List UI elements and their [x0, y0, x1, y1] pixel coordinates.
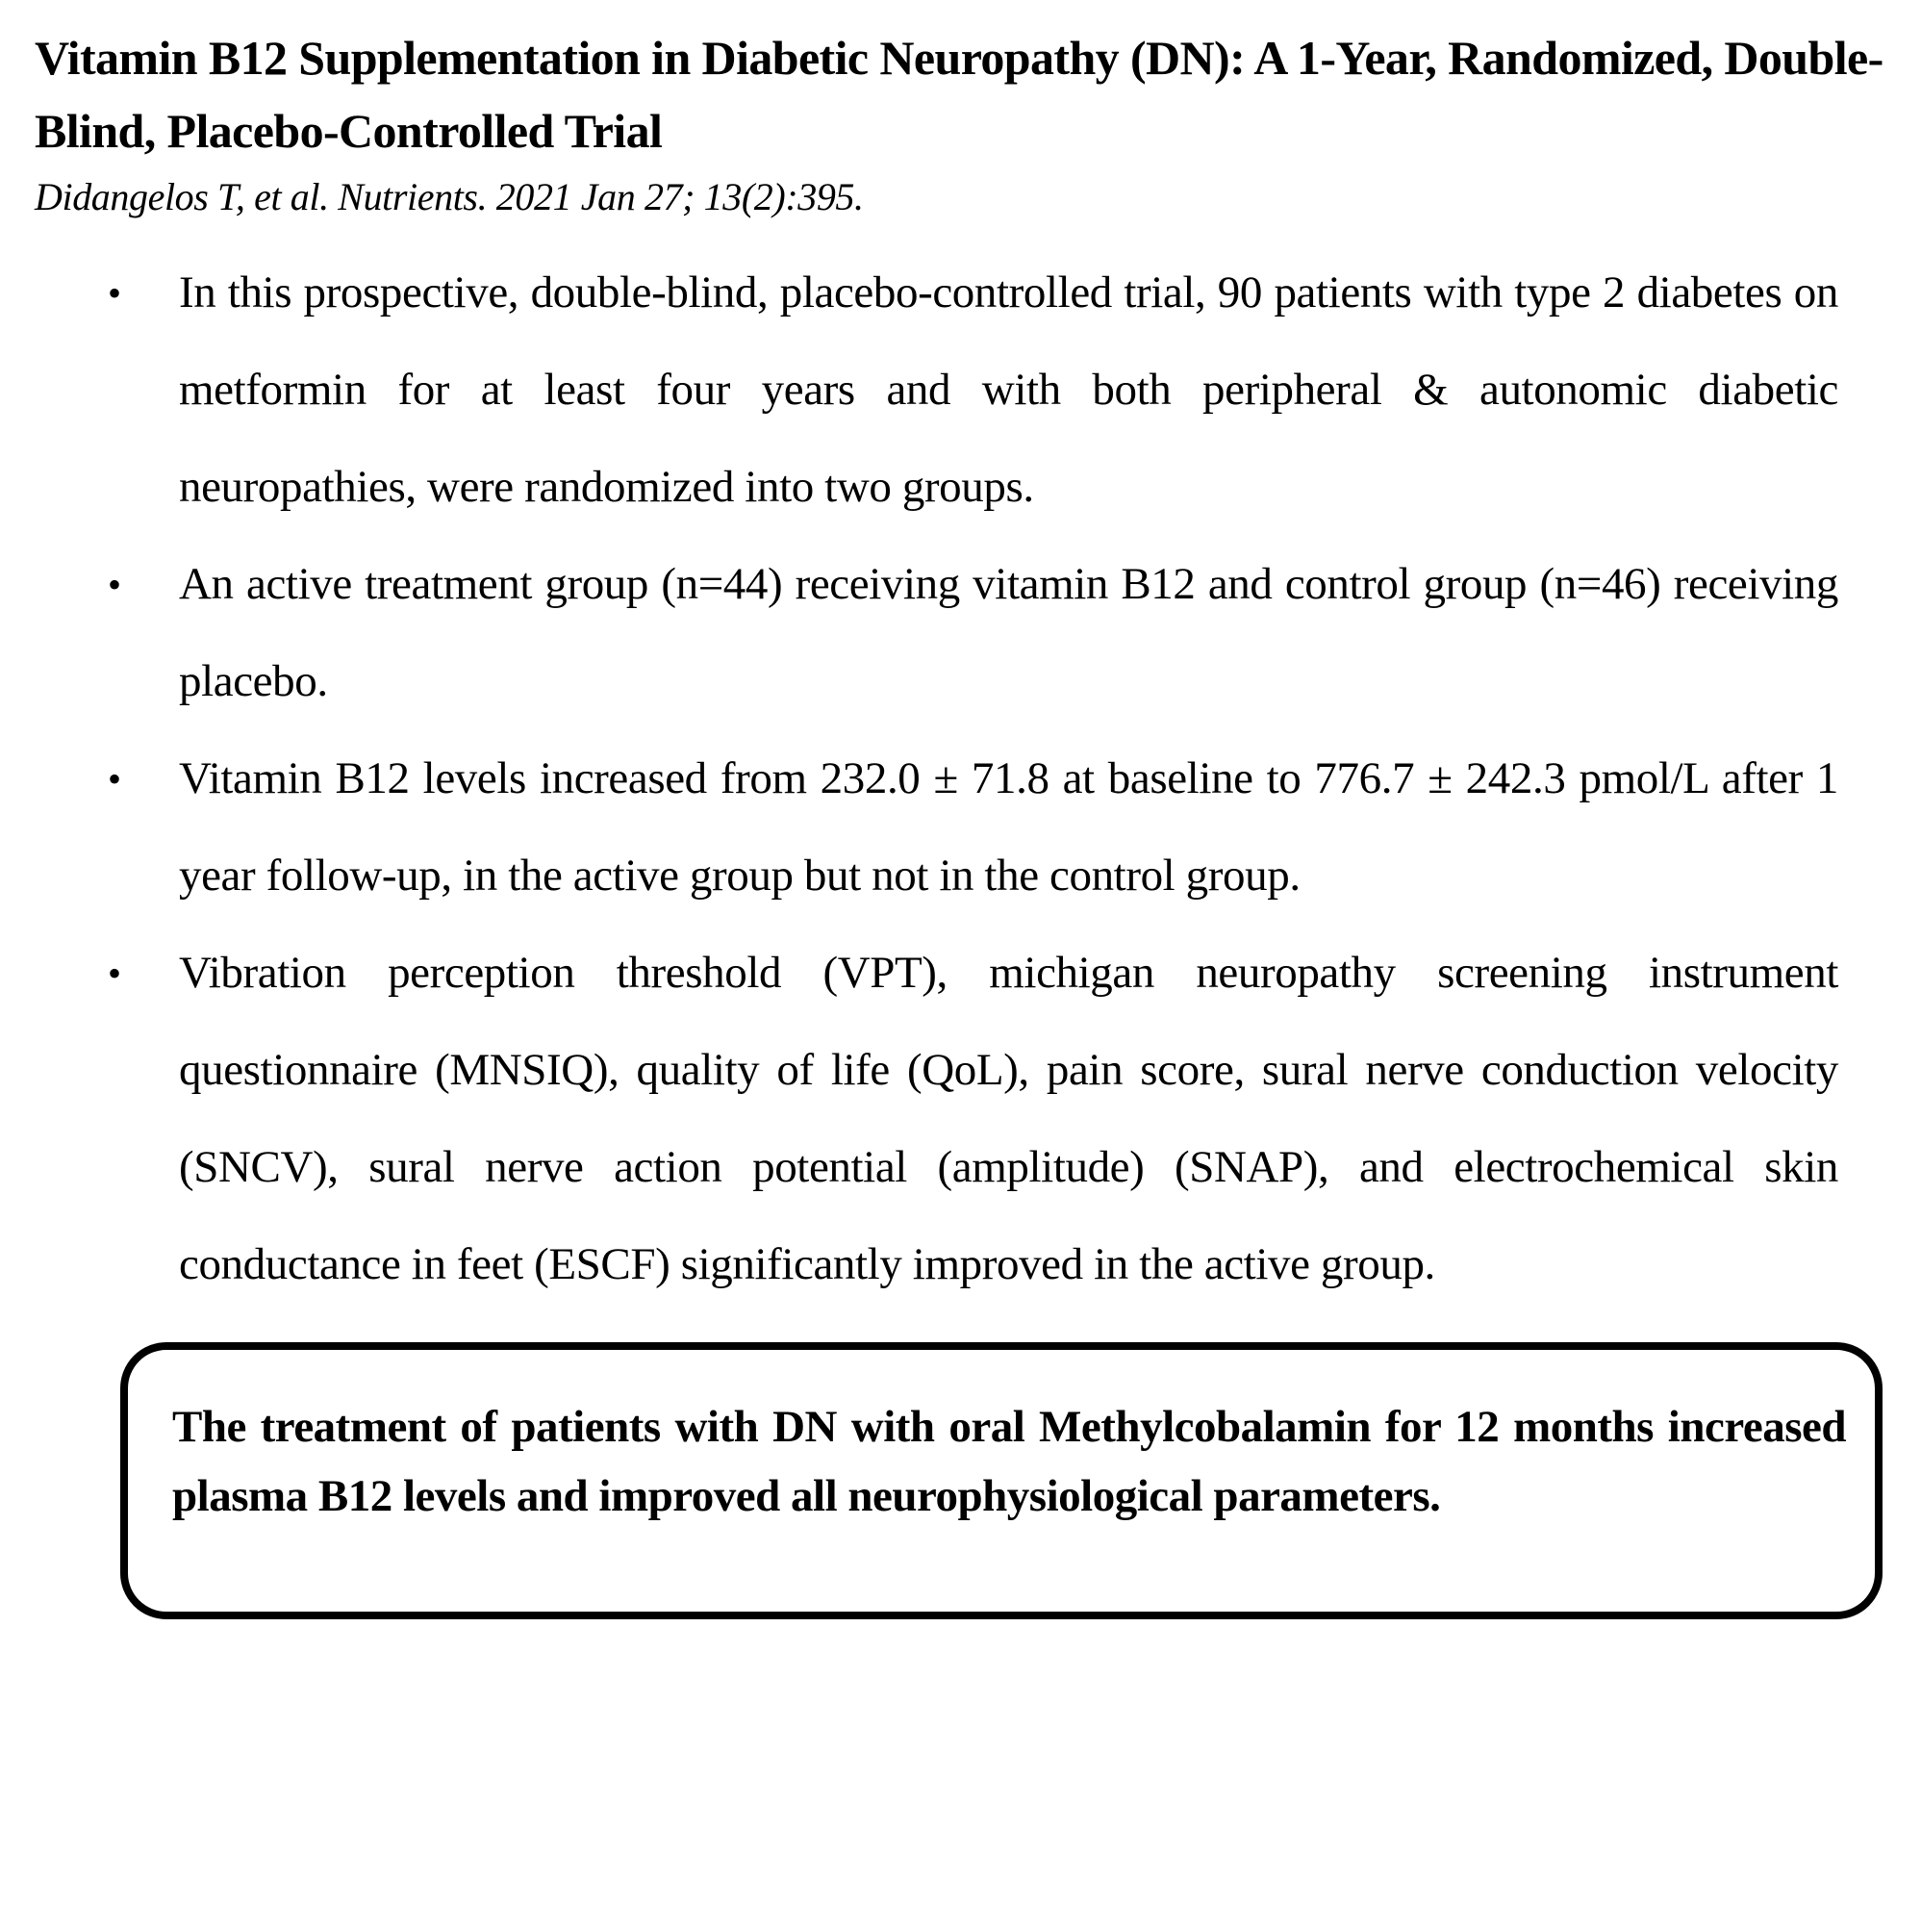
bullet-icon: •: [108, 271, 121, 315]
document-title: Vitamin B12 Supplementation in Diabetic Neuropathy (DN): A 1-Year, Randomized, Double-Blind, Placebo-Controlled Trial: [35, 31, 1883, 158]
finding-item: [108, 925, 1838, 1313]
findings-list: [35, 244, 1886, 1313]
finding-item: [108, 244, 1838, 536]
finding-text: An active treatment group (n=44) receiving vitamin B12 and control group (n=46) receiving placebo.: [179, 559, 1838, 706]
bullet-icon: •: [108, 563, 121, 606]
finding-text: Vitamin B12 levels increased from 232.0 ± 71.8 at baseline to 776.7 ± 242.3 pmol/L after 1 year follow-up, in the active group but not in the control group.: [179, 753, 1838, 901]
bullet-icon: •: [108, 952, 121, 995]
conclusion-text: The treatment of patients with DN with oral Methylcobalamin for 12 months increased plasma B12 levels and improved all neurophysiological parameters.: [172, 1402, 1846, 1521]
finding-text: Vibration perception threshold (VPT), michigan neuropathy screening instrument questionnaire (MNSIQ), quality of life (QoL), pain score, sural nerve conduction velocity (SNCV), sural nerve action potential (amplitude) (SNAP), and electrochemical skin conductance in feet (ESCF) significantly improved in the active group.: [179, 948, 1838, 1289]
finding-item: [108, 536, 1838, 730]
finding-item: [108, 730, 1838, 925]
conclusion-box: [120, 1342, 1883, 1619]
citation: Didangelos T, et al. Nutrients. 2021 Jan 27; 13(2):395.: [35, 175, 864, 218]
finding-text: In this prospective, double-blind, placebo-controlled trial, 90 patients with type 2 diabetes on metformin for at least four years and with both peripheral & autonomic diabetic neuropathies, were randomized into two groups.: [179, 267, 1838, 512]
bullet-icon: •: [108, 757, 121, 801]
